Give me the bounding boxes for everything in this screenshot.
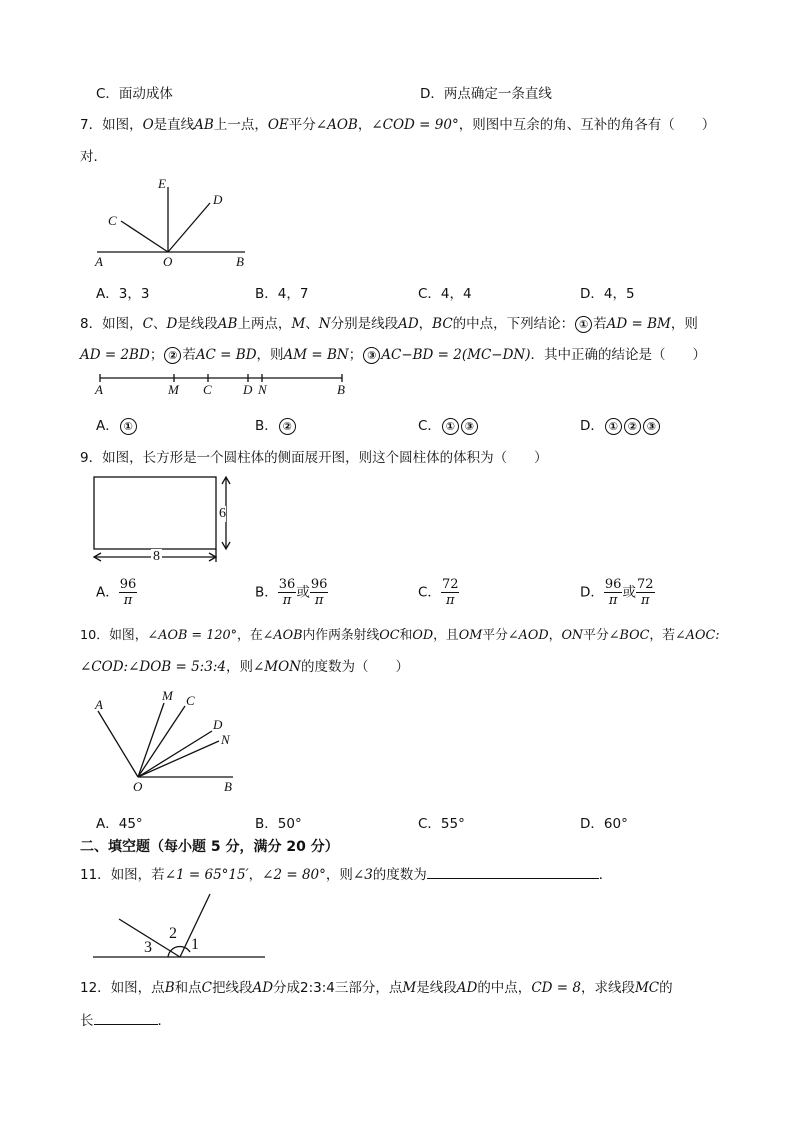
q8-option-b: B． ②: [255, 414, 297, 435]
q8-label-a: A: [95, 382, 103, 397]
q7-stem-line1: 7．如图，O是直线AB上一点，OE平分∠AOB，∠COD = 90°，则图中互余的角、互补的角各有（ ）: [80, 117, 716, 133]
q8-label-d: D: [243, 382, 253, 397]
q10-option-d: D．60°: [580, 816, 628, 832]
q12-number: 12．: [80, 980, 111, 996]
q9-option-d: D． $\frac{96}{\pi}$ 或 $\frac{72}{\pi}$: [580, 577, 654, 608]
q8-label-m: M: [168, 382, 179, 397]
q7-label-o: O: [163, 254, 173, 269]
q10-label-c: C: [186, 693, 195, 708]
q9-option-c: C． $\frac{72}{\pi}$: [418, 577, 459, 608]
q11-label-1: 1: [191, 936, 199, 953]
q8-label-n: N: [258, 382, 267, 397]
q10-stem-line2: ∠COD:∠DOB = 5:3:4，则∠MON的度数为（ ）: [80, 659, 409, 675]
q8-stem-line1: 8．如图，C、D是线段AB上两点，M、N分别是线段AD，BC的中点，下列结论： ① 若AD = BM，则: [80, 316, 698, 332]
q11-label-3: 3: [144, 939, 152, 956]
q12-stem-line2: 长 ．: [80, 1009, 171, 1029]
q10-label-o: O: [133, 779, 143, 794]
q10-label-m: M: [162, 688, 173, 703]
q10-number: 10．: [80, 628, 110, 643]
q11-number: 11．: [80, 867, 111, 883]
q10-option-b: B．50°: [255, 816, 302, 832]
q8-label-c: C: [203, 382, 212, 397]
q9-option-a: A． $\frac{96}{\pi}$: [96, 577, 137, 608]
q7-label-b: B: [236, 254, 244, 269]
q7-stem-line2: 对．: [80, 149, 107, 165]
q6-option-c: C．面动成体: [96, 86, 173, 102]
q9-option-b: B． $\frac{36}{\pi}$ 或 $\frac{96}{\pi}$: [255, 577, 328, 608]
q9-stem: 9．如图，长方形是一个圆柱体的侧面展开图，则这个圆柱体的体积为（ ）: [80, 450, 548, 466]
q7-label-e: E: [158, 176, 166, 191]
q8-option-d: D． ① ② ③: [580, 414, 661, 435]
q10-label-b: B: [224, 779, 232, 794]
q10-label-a: A: [95, 697, 103, 712]
q6-option-d: D．两点确定一条直线: [420, 86, 552, 102]
q7-option-d: D．4，5: [580, 286, 635, 302]
q7-option-c: C．4，4: [418, 286, 472, 302]
q10-option-a: A．45°: [96, 816, 143, 832]
q8-stem-line2: AD = 2BD； ② 若AC = BD，则AM = BN； ③ AC−BD = 2(MC−DN)．其中正确的结论是（ ）: [80, 347, 706, 363]
q7-number: 7．: [80, 117, 103, 133]
q7-option-a: A．3，3: [96, 286, 150, 302]
q11-stem: 11．如图，若∠1 = 65°15′，∠2 = 80°，则∠3的度数为 ．: [80, 863, 612, 883]
q8-label-b: B: [337, 382, 345, 397]
q7-label-d: D: [213, 192, 223, 207]
q12-answer-blank[interactable]: [94, 1010, 158, 1025]
q7-label-c: C: [108, 213, 117, 228]
q8-option-a: A． ①: [96, 414, 138, 435]
q9-number: 9．: [80, 450, 103, 466]
q7-option-b: B．4，7: [255, 286, 309, 302]
q7-label-a: A: [95, 254, 103, 269]
q10-label-d: D: [213, 717, 223, 732]
q10-option-c: C．55°: [418, 816, 465, 832]
q10-stem-line1: 10．如图，∠AOB = 120°，在∠AOB内作两条射线OC和OD，且OM平分∠AOD，ON平分∠BOC，若∠AOC:: [80, 628, 720, 643]
q10-label-n: N: [221, 732, 230, 747]
q8-number: 8．: [80, 316, 103, 332]
q12-stem-line1: 12．如图，点B和点C把线段AD分成2:3:4三部分，点M是线段AD的中点，CD = 8，求线段MC的: [80, 980, 673, 996]
q9-width-label: 8: [153, 549, 160, 564]
q11-label-2: 2: [169, 925, 177, 942]
section-heading: 二、填空题（每小题 5 分，满分 20 分）: [80, 839, 339, 855]
q9-height-label: 6: [219, 506, 226, 521]
q8-option-c: C． ① ③: [418, 414, 479, 435]
